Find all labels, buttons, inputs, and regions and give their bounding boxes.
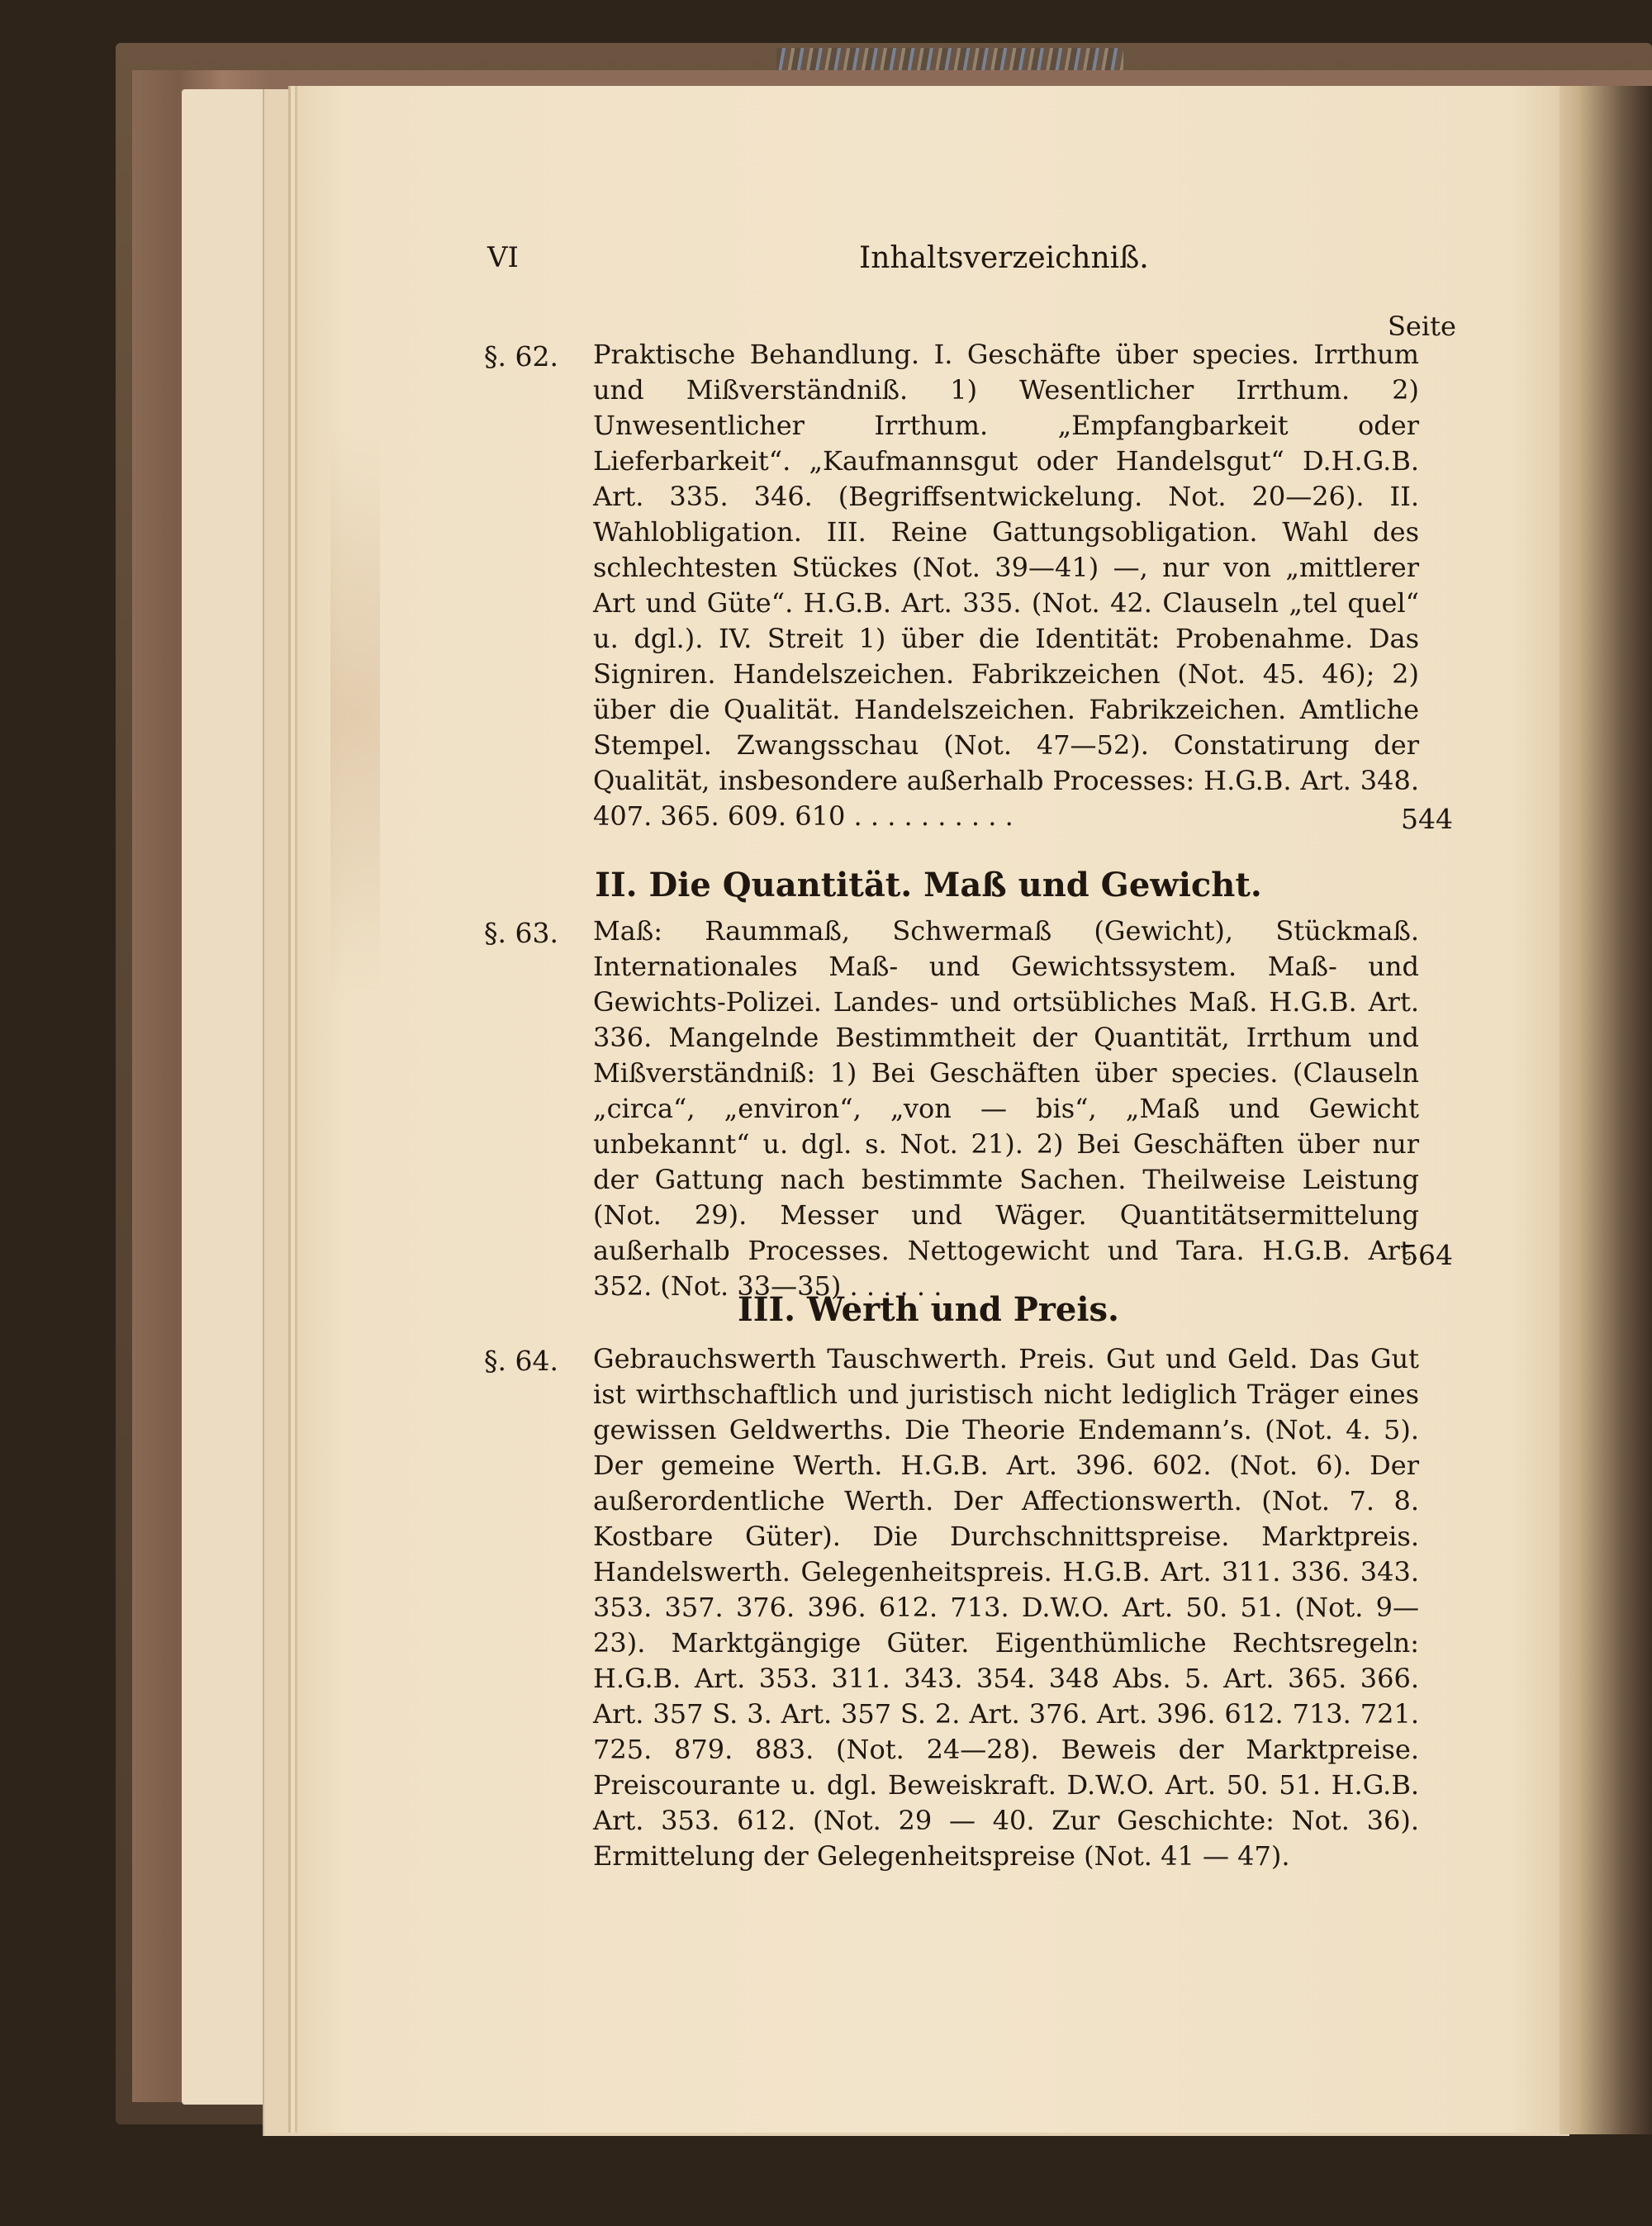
- entry-text: Gebrauchswerth Tauschwerth. Preis. Gut und Geld. Das Gut ist wirthschaftlich und juristisch nicht lediglich Träger eines gewissen Geldwerths. Die Theorie Endemann’s. (Not. 4. 5). Der gemeine Werth. H.G.B. Art. 396. 602. (Not. 6). Der außerordentliche Werth. Der Affectionswerth. (Not. 7. 8. Kostbare Güter). Die Durchschnittspreise. Marktpreis. Handelswerth. Gelegenheitspreis. H.G.B. Art. 311. 336. 343. 353. 357. 376. 396. 612. 713. D.W.O. Art. 50. 51. (Not. 9—23). Marktgängige Güter. Eigenthümliche Rechtsregeln: H.G.B. Art. 353. 311. 343. 354. 348 Abs. 5. Art. 365. 366. Art. 357 S. 3. Art. 357 S. 2. Art. 376. Art. 396. 612. 713. 721. 725. 879. 883. (Not. 24—28). Beweis der Marktpreise. Preiscourante u. dgl. Beweiskraft. D.W.O. Art. 50. 51. H.G.B. Art. 353. 612. (Not. 29 — 40. Zur Geschichte: Not. 36). Ermittelung der Gelegenheitspreise (Not. 41 — 47).: [593, 1343, 1419, 1872]
- page-numeral: VI: [487, 241, 519, 274]
- section-heading-quantity: II. Die Quantität. Maß und Gewicht.: [595, 866, 1262, 904]
- page-stain: [330, 301, 380, 1127]
- entry-text: Maß: Raummaß, Schwermaß (Gewicht), Stückmaß. Internationales Maß- und Gewichtssystem. Maß- und Gewichts-Polizei. Landes- und ortsübliches Maß. H.G.B. Art. 336. Mangelnde Bestimmtheit der Quantität, Irrthum und Mißverständniß: 1) Bei Geschäften über species. (Clauseln „circa“, „environ“, „von — bis“, „Maß und Gewicht unbekannt“ u. dgl. s. Not. 21). 2) Bei Geschäften über nur der Gattung nach bestimmte Sachen. Theilweise Leistung (Not. 29). Messer und Wäger. Quantitätsermittelung außerhalb Processes. Nettogewicht und Tara. H.G.B. Art. 352. (Not. 33—35) . . . . . .: [593, 915, 1419, 1302]
- entry-text: Praktische Behandlung. I. Geschäfte über species. Irrthum und Mißverständniß. 1) Wesentlicher Irrthum. 2) Unwesentlicher Irrthum. „Empfangbarkeit oder Lieferbarkeit“. „Kaufmannsgut oder Handelsgut“ D.H.G.B. Art. 335. 346. (Begriffsentwickelung. Not. 20—26). II. Wahlobligation. III. Reine Gattungsobligation. Wahl des schlechtesten Stückes (Not. 39—41) —, nur von „mittlerer Art und Güte“. H.G.B. Art. 335. (Not. 42. Clauseln „tel quel“ u. dgl.). IV. Streit 1) über die Identität: Probenahme. Das Signiren. Handelszeichen. Fabrikzeichen (Not. 45. 46); 2) über die Qualität. Handelszeichen. Fabrikzeichen. Amtliche Stempel. Zwangsschau (Not. 47—52). Constatirung der Qualität, insbesondere außerhalb Processes: H.G.B. Art. 348. 407. 365. 609. 610 . . . . . . . . . .: [593, 339, 1419, 832]
- section-heading-value-price: III. Werth und Preis.: [738, 1290, 1119, 1329]
- section-number: §. 64.: [484, 1345, 558, 1377]
- section-number: §. 63.: [484, 917, 558, 949]
- page-title: Inhaltsverzeichniß.: [859, 241, 1149, 275]
- entry-page-number: 544: [1401, 803, 1453, 835]
- page-column-label: Seite: [1388, 311, 1456, 342]
- entry-page-number: 564: [1401, 1239, 1453, 1271]
- section-number: §. 62.: [484, 340, 558, 373]
- spine-edge: [1559, 86, 1652, 2134]
